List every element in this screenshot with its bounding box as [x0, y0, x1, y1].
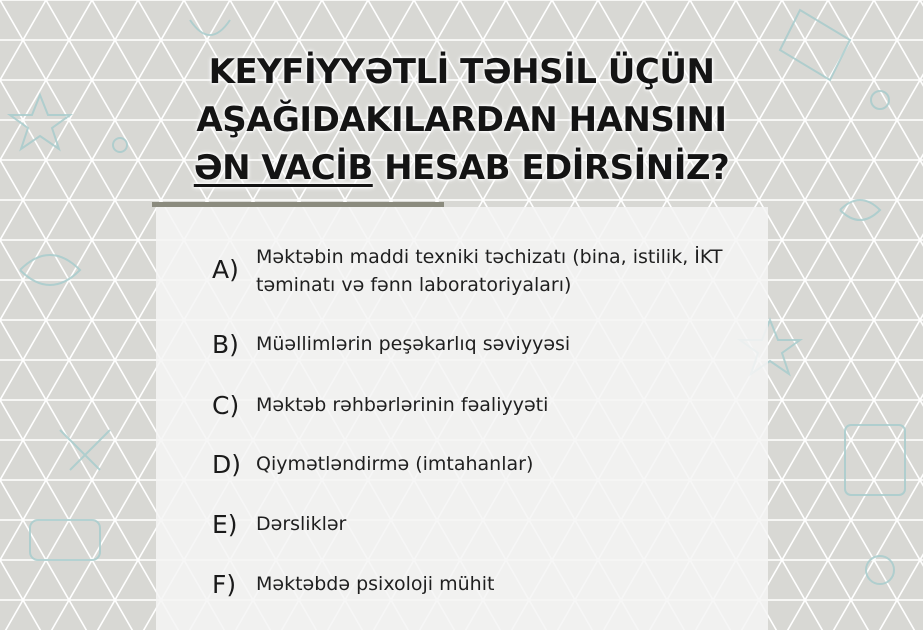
option-text: Qiymətləndirmə (imtahanlar) [256, 453, 534, 475]
emphasis-underlined: ƏN VACİB [193, 148, 373, 188]
question-line-3 [150, 144, 773, 192]
option-text: Məktəb rəhbərlərinin fəaliyyəti [256, 394, 549, 416]
option-a[interactable] [212, 243, 726, 299]
option-d[interactable] [212, 450, 726, 480]
question-title [150, 48, 773, 192]
option-text: Dərsliklər [256, 513, 347, 535]
option-letter: A) [212, 255, 239, 284]
option-f[interactable] [212, 570, 726, 600]
option-c[interactable] [212, 391, 726, 421]
option-e[interactable] [212, 510, 726, 540]
question-line-2: AŞAĞIDAKILARDAN HANSINI [196, 100, 727, 140]
question-line-1: KEYFİYYƏTLİ TƏHSİL ÜÇÜN [208, 52, 715, 92]
option-b[interactable] [212, 330, 726, 360]
option-letter: E) [212, 510, 238, 539]
option-letter: D) [212, 450, 242, 479]
question-line-3-rest: HESAB EDİRSİNİZ? [372, 148, 730, 188]
option-letter: B) [212, 330, 239, 359]
option-text: Məktəbin maddi texniki təchizatı (bina, istilik, İKT təminatı və fənn laboratoriyaları) [256, 246, 723, 296]
option-text: Məktəbdə psixoloji mühit [256, 573, 495, 595]
option-text: Müəllimlərin peşəkarlıq səviyyəsi [256, 333, 571, 355]
option-letter: C) [212, 391, 240, 420]
option-letter: F) [212, 570, 237, 599]
